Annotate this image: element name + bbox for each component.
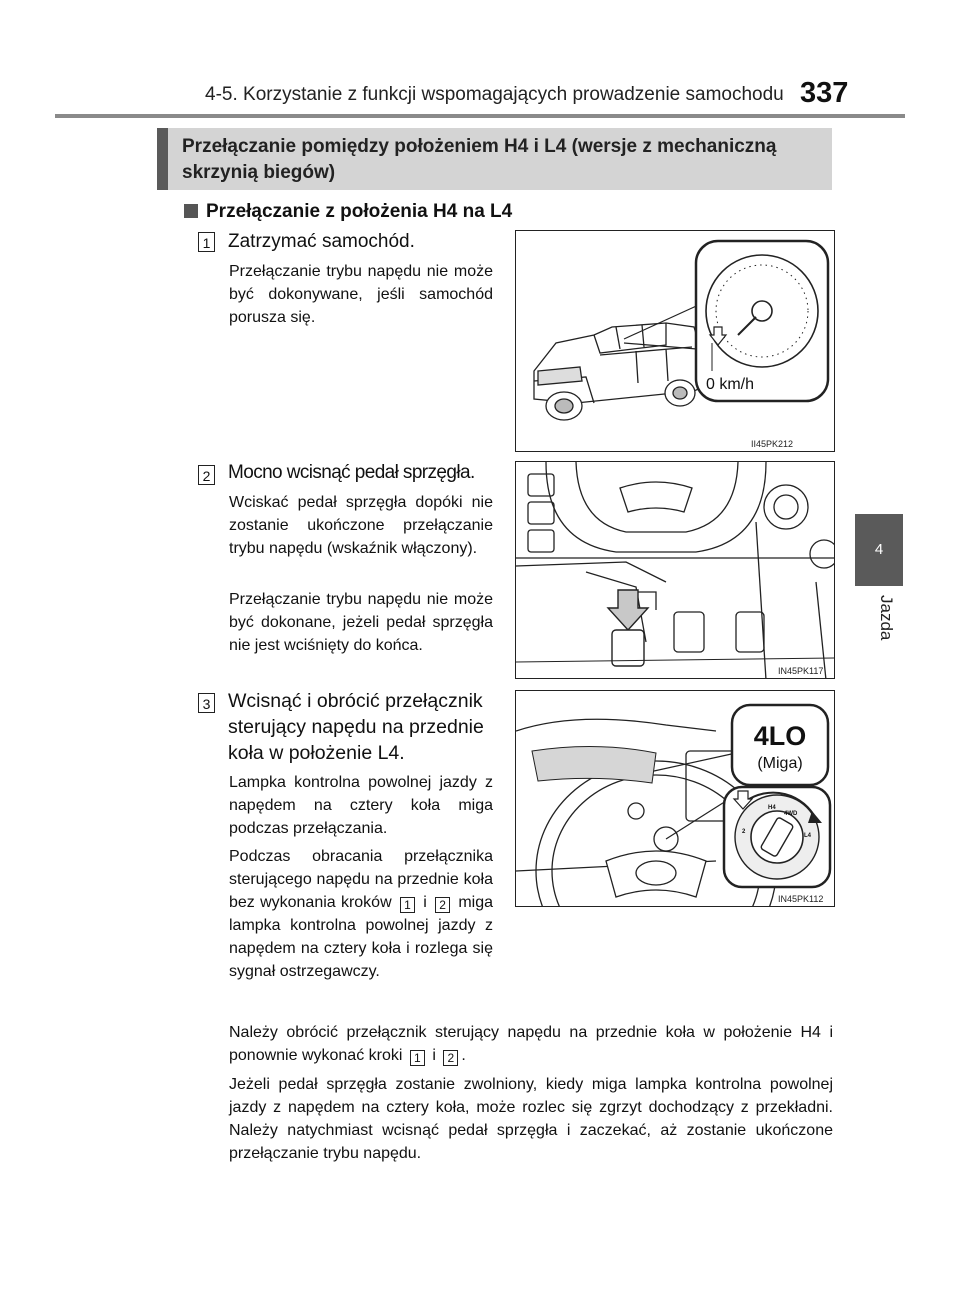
header-divider: [55, 114, 905, 118]
page-number: 337: [800, 77, 849, 109]
knob-label-2wd: 2: [742, 829, 746, 835]
chapter-title: 4-5. Korzystanie z funkcji wspomagających prowadzenie samochodu: [205, 84, 784, 105]
chapter-tab: 4: [855, 514, 903, 586]
subsection-title: Przełączanie z położenia H4 na L4: [206, 201, 513, 222]
paragraph-text: i: [423, 894, 427, 911]
step-paragraph: Przełączanie trybu napędu nie może być dokonane, jeżeli pedał sprzęgła nie jest wciśnięty do końca.: [229, 591, 493, 654]
step-paragraph-with-refs: [229, 845, 493, 983]
step-number: 3: [198, 693, 215, 713]
figure-4wd-switch: [515, 690, 835, 907]
bullet-square-icon: [184, 204, 198, 218]
step-number: 1: [198, 232, 215, 252]
indicator-callout-title: 4LO: [753, 721, 807, 751]
indicator-callout-subtitle: (Miga): [757, 755, 803, 772]
paragraph-text: .: [461, 1047, 466, 1064]
note-paragraph: Jeżeli pedał sprzęgła zostanie zwolniony, kiedy miga lampka kontrolna powolnej jazdy z napędem na cztery koła, może rozlec się zgrzyt dochodzący z przekładni. Należy natychmiast wcisnąć pedał sprzęgła i zaczekać, aż zostanie ukończone przełączanie trybu napędu.: [229, 1076, 833, 1162]
clutch-pedal-illustration: [516, 462, 835, 679]
speed-callout-label: 0 km/h: [706, 376, 755, 393]
knob-label-l4: L4: [804, 833, 812, 839]
knob-label-h4: H4: [768, 805, 776, 811]
figure-vehicle-speedometer: [515, 230, 835, 452]
paragraph-text: i: [432, 1047, 436, 1064]
step-ref: 2: [443, 1050, 458, 1066]
paragraph-text: miga lampka kontrolna powolnej jazdy z napędem na cztery koła i rozlega się sygnał ostrzegawczy.: [229, 894, 493, 980]
step-paragraph: Przełączanie trybu napędu nie może być dokonywane, jeśli samochód porusza się.: [229, 263, 493, 326]
knob-label-4wd: 4WD: [784, 811, 798, 817]
step-title: Zatrzymać samochód.: [228, 231, 415, 252]
vehicle-speedometer-illustration: [516, 231, 835, 452]
paragraph-text: Podczas obracania przełącznika sterującego napędu na przednie koła bez wykonania kroków: [229, 848, 493, 911]
step-paragraph: Wciskać pedał sprzęgła dopóki nie zostanie ukończone przełączanie trybu napędu (wskaźnik włączony).: [229, 494, 493, 557]
figure-clutch-pedal: [515, 461, 835, 679]
step-title: Wcisnąć i obrócić przełącznik sterujący napędu na przednie koła w położenie L4.: [228, 690, 484, 764]
chapter-tab-label: Jazda: [877, 595, 896, 641]
figure-code: II45PK212: [751, 439, 794, 449]
step-number: 2: [198, 465, 215, 485]
step-ref: 1: [400, 897, 415, 913]
subsection-heading: [184, 201, 512, 223]
figure-code: IN45PK117: [778, 666, 824, 676]
step-title: Mocno wcisnąć pedał sprzęgła.: [228, 462, 475, 483]
figure-code: IN45PK112: [778, 894, 824, 904]
step-ref: 2: [435, 897, 450, 913]
section-heading: Przełączanie pomiędzy położeniem H4 i L4 (wersje z mechaniczną skrzynią biegów): [157, 128, 832, 190]
paragraph-text: Należy obrócić przełącznik sterujący napędu na przednie koła w położenie H4 i ponownie wykonać kroki: [229, 1024, 833, 1064]
step-paragraph: Lampka kontrolna powolnej jazdy z napędem na cztery koła miga podczas przełączania.: [229, 774, 493, 837]
note-paragraph-with-refs: [229, 1021, 833, 1067]
step-ref: 1: [410, 1050, 425, 1066]
